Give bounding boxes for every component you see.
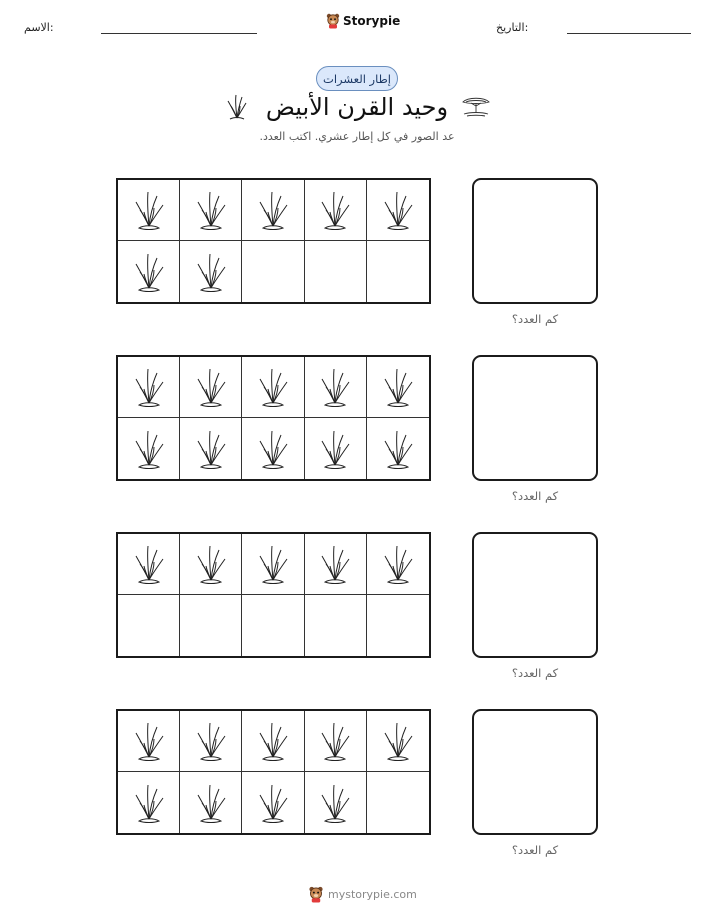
answer-box[interactable] [472,178,598,304]
grass-tuft-icon [194,719,228,763]
ten-frame-cell [118,534,180,595]
grass-tuft-icon [132,250,166,294]
answer-box[interactable] [472,709,598,835]
topic-badge: إطار العشرات [316,66,398,91]
brand-name: Storypie [343,14,401,28]
ten-frame-cell [180,180,242,241]
ten-frame-cell [305,180,367,241]
ten-frame-cell [242,241,304,302]
answer-box[interactable] [472,532,598,658]
bear-mascot-icon [326,13,340,29]
brand-logo [326,13,400,29]
ten-frame-cell [367,180,429,241]
ten-frame-cell [367,534,429,595]
ten-frame-cell [367,595,429,656]
ten-frame-cell [118,418,180,479]
acacia-tree-icon [460,94,492,120]
ten-frame-cell [118,357,180,418]
grass-tuft-icon [381,542,415,586]
ten-frame-cell [305,418,367,479]
name-line[interactable] [101,33,257,34]
grass-tuft-icon [132,188,166,232]
grass-tuft-icon [318,427,352,471]
grass-tuft-icon [194,542,228,586]
ten-frame-cell [305,357,367,418]
ten-frame-cell [242,711,304,772]
grass-tuft-icon [256,188,290,232]
ten-frame-cell [367,357,429,418]
grass-tuft-icon [256,719,290,763]
how-many-label: كم العدد؟ [511,666,559,680]
ten-frame-cell [305,534,367,595]
grass-tuft-icon [194,427,228,471]
grass-tuft-icon [256,427,290,471]
instruction-text: عد الصور في كل إطار عشري. اكتب العدد. [259,130,455,143]
ten-frame-cell [180,418,242,479]
ten-frame-cell [118,772,180,833]
ten-frame-cell [305,241,367,302]
ten-frame-cell [180,241,242,302]
footer [308,886,417,903]
ten-frame-cell [180,595,242,656]
ten-frame [116,532,431,658]
grass-tuft-icon [194,781,228,825]
grass-tuft-icon [318,542,352,586]
how-many-label: كم العدد؟ [511,843,559,857]
grass-tuft-icon [381,365,415,409]
ten-frame-cell [180,534,242,595]
grass-tuft-icon [132,719,166,763]
ten-frame-cell [242,534,304,595]
grass-tuft-icon [381,719,415,763]
ten-frame-cell [305,711,367,772]
ten-frame-cell [118,711,180,772]
ten-frame [116,709,431,835]
ten-frame-cell [242,418,304,479]
how-many-label: كم العدد؟ [511,312,559,326]
how-many-label: كم العدد؟ [511,489,559,503]
grass-tuft-icon [194,250,228,294]
ten-frame-cell [242,772,304,833]
ten-frame-cell [118,595,180,656]
ten-frame-cell [305,772,367,833]
grass-tuft-icon [318,781,352,825]
ten-frame-cell [180,772,242,833]
ten-frame [116,178,431,304]
answer-box[interactable] [472,355,598,481]
grass-tuft-icon [256,365,290,409]
grass-tuft-icon [318,719,352,763]
ten-frame-cell [305,595,367,656]
grass-tuft-icon [318,188,352,232]
grass-tuft-icon [318,365,352,409]
ten-frame-cell [180,357,242,418]
worksheet-title: وحيد القرن الأبيض [265,93,449,121]
grass-tuft-icon [194,188,228,232]
grass-tuft-icon [132,542,166,586]
grass-tuft-icon [194,365,228,409]
bear-mascot-icon [308,886,324,903]
name-label: الاسم: [24,21,54,34]
ten-frame [116,355,431,481]
grass-tuft-icon [132,365,166,409]
grass-tuft-icon [256,781,290,825]
grass-tuft-icon [381,427,415,471]
grass-tuft-icon [256,542,290,586]
footer-url: mystorypie.com [328,888,417,901]
ten-frame-cell [180,711,242,772]
ten-frame-cell [367,711,429,772]
ten-frame-cell [242,180,304,241]
ten-frame-cell [242,357,304,418]
date-line[interactable] [567,33,691,34]
ten-frame-cell [367,418,429,479]
ten-frame-cell [367,772,429,833]
ten-frame-cell [118,180,180,241]
grass-tuft-icon [381,188,415,232]
ten-frame-cell [367,241,429,302]
date-label: التاريخ: [496,21,529,34]
ten-frame-cell [118,241,180,302]
ten-frame-cell [242,595,304,656]
grass-tuft-icon [132,427,166,471]
grass-tuft-icon [132,781,166,825]
